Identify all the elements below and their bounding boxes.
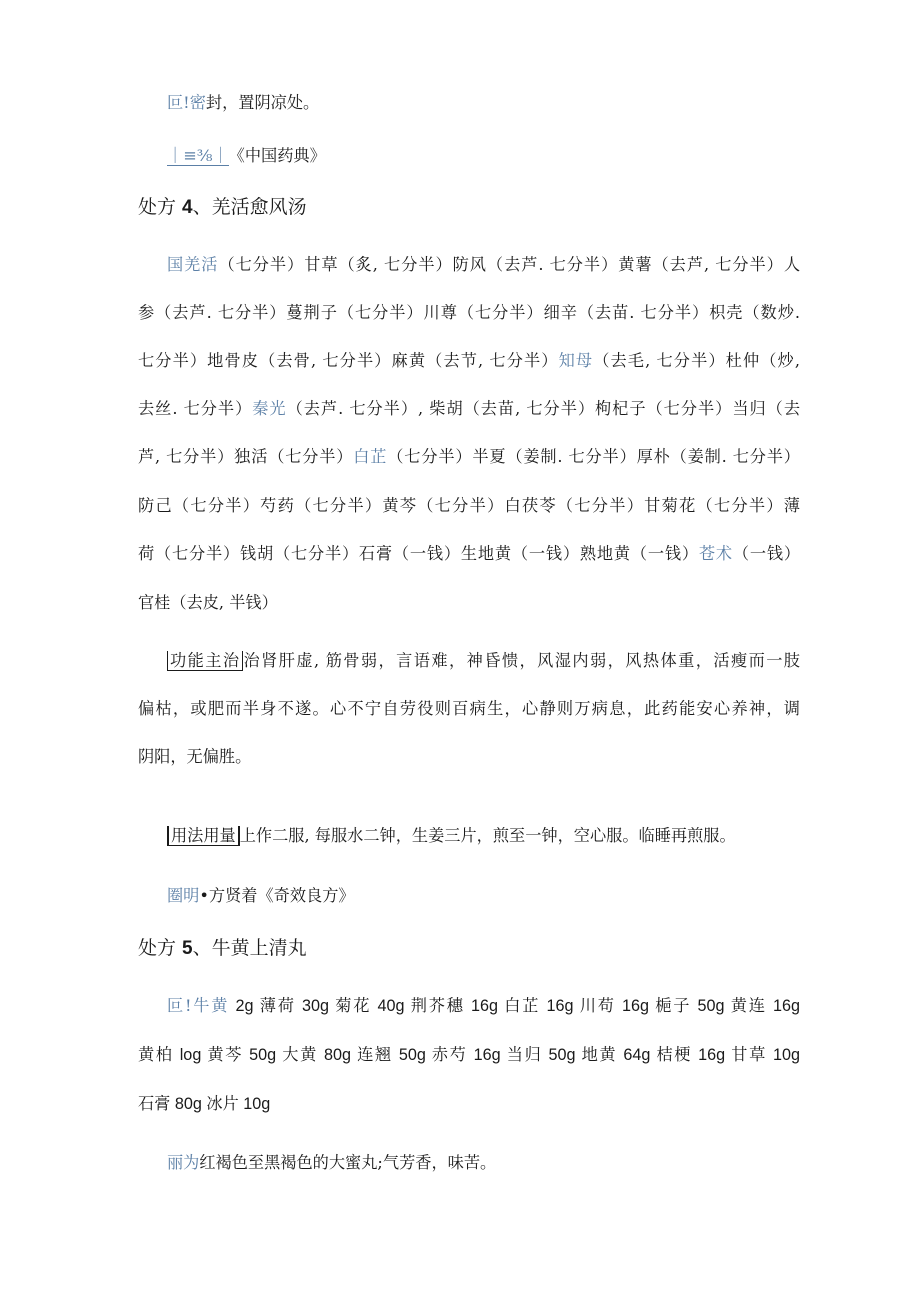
rx4-function-text: 治肾肝虚, 筋骨弱，言语难，神昏愦，风湿内弱，风热体重，活瘦而一肢: [243, 651, 800, 670]
source-tag-1: ｜≡⅜｜: [167, 146, 229, 165]
rx5-title: 、牛黄上清丸: [192, 937, 307, 959]
rx4-title: 、羌活愈风汤: [192, 196, 307, 218]
rx4-ing-highlight: 白芷: [353, 447, 388, 466]
source-line-1: [167, 145, 800, 167]
rx4-usage-tag: 用法用量: [167, 826, 240, 846]
rx4-ing-highlight: 秦光: [252, 399, 287, 418]
rx4-ing-text: 防己（七分半）芍药（七分半）黄芩（七分半）白茯苓（七分半）甘菊花（七分半）薄: [138, 496, 800, 515]
rx4-ing-text: （去毛, 七分半）杜仲（炒,: [593, 351, 800, 370]
rx5-ing-text: 2g 薄荷 30g 菊花 40g 荆芥穗 16g 白芷 16g 川苟 16g 梔子 50g 黄连 16g: [229, 997, 800, 1015]
rx5-ing-text: 石膏 80g 冰片 10g: [138, 1095, 271, 1113]
rx4-ing-text: 参（去芦. 七分半）蔓荆子（七分半）川尊（七分半）细辛（去苗. 七分半）枳壳（数炒.: [138, 303, 800, 322]
rx4-ing-text: 去丝. 七分半）: [138, 399, 253, 418]
rx5-ingredients-tag: 叵!牛黄: [167, 996, 230, 1015]
rx4-ing-highlight: 苍术: [698, 544, 733, 563]
rx5-num: 5: [182, 938, 193, 959]
rx4-function-line-0: [167, 650, 800, 672]
rx4-source-text: •方贤着《奇效良方》: [199, 886, 355, 905]
rx5-ingredients-line-1: [138, 1044, 800, 1066]
rx4-ing-text: 芦, 七分半）独活（七分半）: [138, 447, 354, 466]
rx5-prefix: 处方: [138, 937, 183, 959]
storage-tag: 叵!密: [167, 93, 206, 112]
rx5-heading: [138, 935, 307, 962]
rx4-ingredients-line-3: [138, 398, 800, 420]
rx4-ing-text: 七分半）地骨皮（去骨, 七分半）麻黄（去节, 七分半）: [138, 351, 559, 370]
rx4-num: 4: [182, 197, 193, 218]
rx4-usage-line: [167, 825, 800, 847]
rx4-ing-text: （一钱）: [732, 544, 801, 563]
rx5-description-tag: 丽为: [167, 1153, 200, 1172]
rx4-usage-text: 上作二服, 每服水二钟，生姜三片，煎至一钟，空心服。临睡再煎服。: [239, 826, 736, 845]
storage-text: 封，置阴凉处。: [205, 93, 320, 112]
rx4-ingredients-line-6: [138, 543, 800, 565]
rx4-ingredients-line-4: [138, 446, 800, 468]
rx4-ing-text: （去芦. 七分半）, 柴胡（去苗, 七分半）枸杞子（七分半）当归（去: [286, 399, 801, 418]
rx5-description-text: 红褐色至黑褐色的大蜜丸;气芳香，味苦。: [199, 1153, 497, 1172]
rx4-function-tag: 功能主治: [167, 651, 243, 671]
rx4-ingredients-line-7: [138, 592, 800, 614]
rx4-ing-text: （七分半）半夏（姜制. 七分半）厚朴（姜制. 七分半）: [387, 447, 800, 466]
rx4-ing-highlight: 知母: [558, 351, 594, 370]
rx4-ingredients-line-0: [167, 254, 800, 276]
rx4-heading: [138, 194, 307, 221]
rx5-ingredients-line-0: [167, 995, 800, 1017]
rx4-ingredients-line-1: [138, 302, 800, 324]
storage-line: [167, 92, 800, 114]
source-text-1: 《中国药典》: [228, 146, 326, 165]
rx5-ing-text: 黄柏 log 黄芩 50g 大黄 80g 连翘 50g 赤芍 16g 当归 50g 地黄 64g 桔梗 16g 甘草 10g: [138, 1046, 800, 1064]
rx4-ingredients-line-2: [138, 350, 800, 372]
rx5-description-line: [167, 1152, 800, 1174]
rx4-ing-text: 官桂（去皮, 半钱）: [138, 593, 278, 612]
rx4-function-text: 阴阳，无偏胜。: [138, 747, 252, 766]
rx4-source-tag: 圈明: [167, 886, 200, 905]
rx4-function-line-1: [138, 698, 800, 720]
rx4-ingredients-line-5: [138, 495, 800, 517]
rx4-ing-text: 荷（七分半）钱胡（七分半）石膏（一钱）生地黄（一钱）熟地黄（一钱）: [138, 544, 699, 563]
rx4-function-line-2: [138, 746, 800, 768]
rx4-source-line: [167, 885, 800, 907]
rx4-function-text: 偏枯，或肥而半身不遂。心不宁自劳役则百病生，心静则万病息，此药能安心养神，调: [138, 699, 800, 718]
rx4-prefix: 处方: [138, 196, 183, 218]
rx4-ingredients-tag: 国羌活: [167, 255, 219, 274]
rx4-ing-text: （七分半）甘草（炙, 七分半）防风（去芦. 七分半）黄薯（去芦, 七分半）人: [218, 255, 801, 274]
rx5-ingredients-line-2: [138, 1093, 800, 1115]
